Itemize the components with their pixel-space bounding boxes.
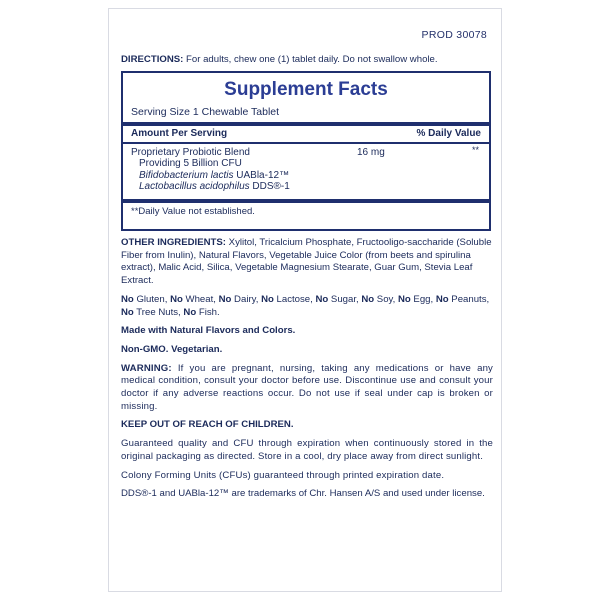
- strain-lactobacillus: Lactobacillus acidophilus DDS®-1: [139, 181, 290, 193]
- probiotic-blend-row: [123, 144, 489, 197]
- strain-bifidobacterium: Bifidobacterium lactis UABla-12™: [139, 169, 290, 181]
- daily-value-footnote: **Daily Value not established.: [131, 205, 255, 217]
- cfu-statement: Colony Forming Units (CFUs) guaranteed through printed expiration date.: [121, 469, 445, 481]
- allergen-statement: No Gluten, No Wheat, No Dairy, No Lactose, No Sugar, No Soy, No Egg, No Peanuts, No Tree Nuts, No Fish.: [121, 293, 490, 318]
- non-gmo-statement: Non-GMO. Vegetarian.: [121, 343, 223, 355]
- directions-text: For adults, chew one (1) tablet daily. Do not swallow whole.: [183, 54, 438, 65]
- trademark-statement: DDS®-1 and UABla-12™ are trademarks of Chr. Hansen A/S and used under license.: [121, 488, 485, 500]
- amount-header-row: [123, 126, 489, 142]
- blend-cfu: Providing 5 Billion CFU: [139, 158, 242, 170]
- label-panel: [108, 8, 502, 592]
- supplement-facts-box: [121, 71, 491, 231]
- warning-statement: [121, 363, 493, 414]
- directions-label: DIRECTIONS:: [121, 54, 184, 65]
- other-ingredients: [121, 237, 493, 288]
- guarantee-statement: Guaranteed quality and CFU through expiration when continuously stored in the original packaging as directed. Store in a cool, dry place away from direct sunlight.: [121, 438, 493, 462]
- blend-amount: 16 mg: [357, 146, 385, 158]
- product-code: PROD 30078: [421, 29, 487, 41]
- supplement-facts-title: Supplement Facts: [224, 79, 388, 100]
- directions: [121, 53, 491, 66]
- warning-text: If you are pregnant, nursing, taking any medications or have any medical condition, consult your doctor before use. Discontinue use and consult your doctor if any adverse reactions occur. Do not use if seal under cap is broken or missing.: [121, 362, 493, 412]
- natural-flavors-statement: Made with Natural Flavors and Colors.: [121, 325, 296, 337]
- serving-size: Serving Size 1 Chewable Tablet: [131, 106, 280, 118]
- other-ingredients-label: OTHER INGREDIENTS:: [121, 237, 227, 248]
- keep-out-of-reach: KEEP OUT OF REACH OF CHILDREN.: [121, 419, 294, 431]
- daily-value-label: % Daily Value: [416, 128, 481, 139]
- amount-per-serving-label: Amount Per Serving: [131, 128, 228, 139]
- blend-name: Proprietary Probiotic Blend: [131, 146, 250, 158]
- other-ingredients-text: Xylitol, Tricalcium Phosphate, Fructooligo-saccharide (Soluble Fiber from Inulin), Natural Flavors, Vegetable Juice Color (from beets and spirulina extract), Malic Acid, Silica, Vegetable Magnesium Stearate, Guar Gum, Stevia Leaf Extract.: [121, 237, 492, 287]
- blend-daily-value: **: [471, 144, 479, 155]
- warning-label: WARNING:: [121, 362, 172, 374]
- label-body-text: [121, 237, 493, 507]
